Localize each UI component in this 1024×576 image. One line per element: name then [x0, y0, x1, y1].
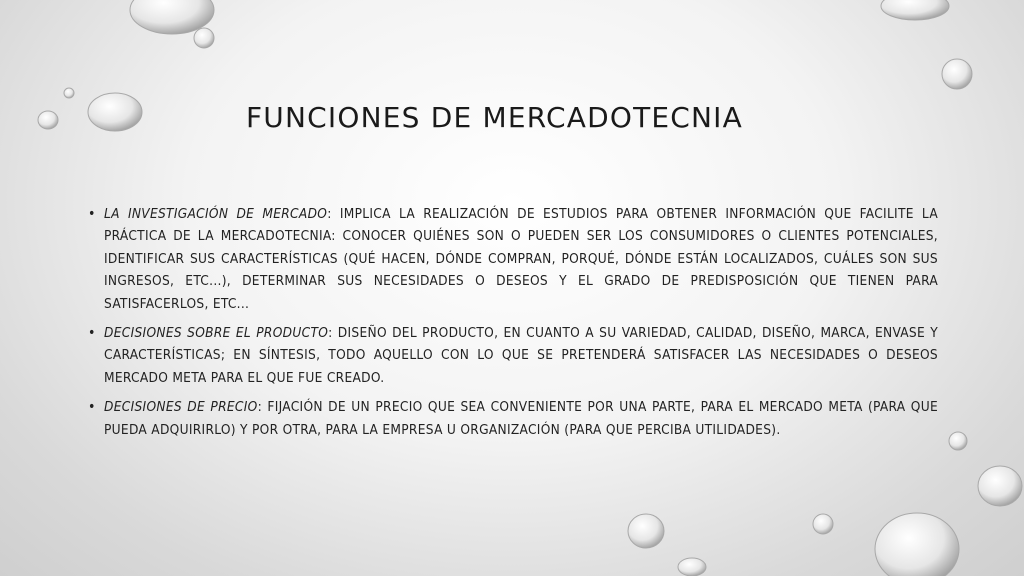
bullet-term: DECISIONES DE PRECIO — [104, 399, 258, 416]
bullet-list — [88, 203, 938, 448]
slide-title: FUNCIONES DE MERCADOTECNIA — [246, 101, 743, 134]
bullet-item — [88, 203, 938, 315]
bullet-text: : FIJACIÓN DE UN PRECIO QUE SEA CONVENIENTE POR UNA PARTE, PARA EL MERCADO META (PARA QUE PUEDA ADQUIRIRLO) Y POR OTRA, PARA LA EMPRESA U ORGANIZACIÓN (PARA QUE PERCIBA UTILIDADES). — [104, 399, 938, 438]
bullet-text: : DISEÑO DEL PRODUCTO, EN CUANTO A SU VARIEDAD, CALIDAD, DISEÑO, MARCA, ENVASE Y CARACTERÍSTICAS; EN SÍNTESIS, TODO AQUELLO CON LO QUE SE PRETENDERÁ SATISFACER LAS NECESIDADES O DESEOS MERCADO META PARA EL QUE FUE CREADO. — [104, 325, 939, 386]
bullet-item — [88, 396, 938, 441]
bullet-dot-icon: • — [88, 325, 96, 342]
bullet-term: DECISIONES SOBRE EL PRODUCTO — [104, 325, 329, 342]
bullet-text: : IMPLICA LA REALIZACIÓN DE ESTUDIOS PARA OBTENER INFORMACIÓN QUE FACILITE LA PRÁCTICA DE LA MERCADOTECNIA: CONOCER QUIÉNES SON O PUEDEN SER LOS CONSUMIDORES O CLIENTES POTENCIALES, IDENTIFICAR SUS CARACTERÍSTICAS (QUÉ HACEN, DÓNDE COMPRAN, PORQUÉ, DÓNDE ESTÁN LOCALIZADOS, CUÁLES SON SUS INGRESOS, ETC...), DETERMINAR SUS NECESIDADES O DESEOS Y EL GRADO DE PREDISPOSICIÓN QUE TIENEN PARA SATISFACERLOS, ETC... — [104, 206, 939, 312]
bullet-term: LA INVESTIGACIÓN DE MERCADO — [104, 206, 328, 222]
bullet-dot-icon: • — [88, 206, 96, 222]
bullet-dot-icon: • — [88, 399, 96, 416]
bullet-item — [88, 322, 938, 389]
